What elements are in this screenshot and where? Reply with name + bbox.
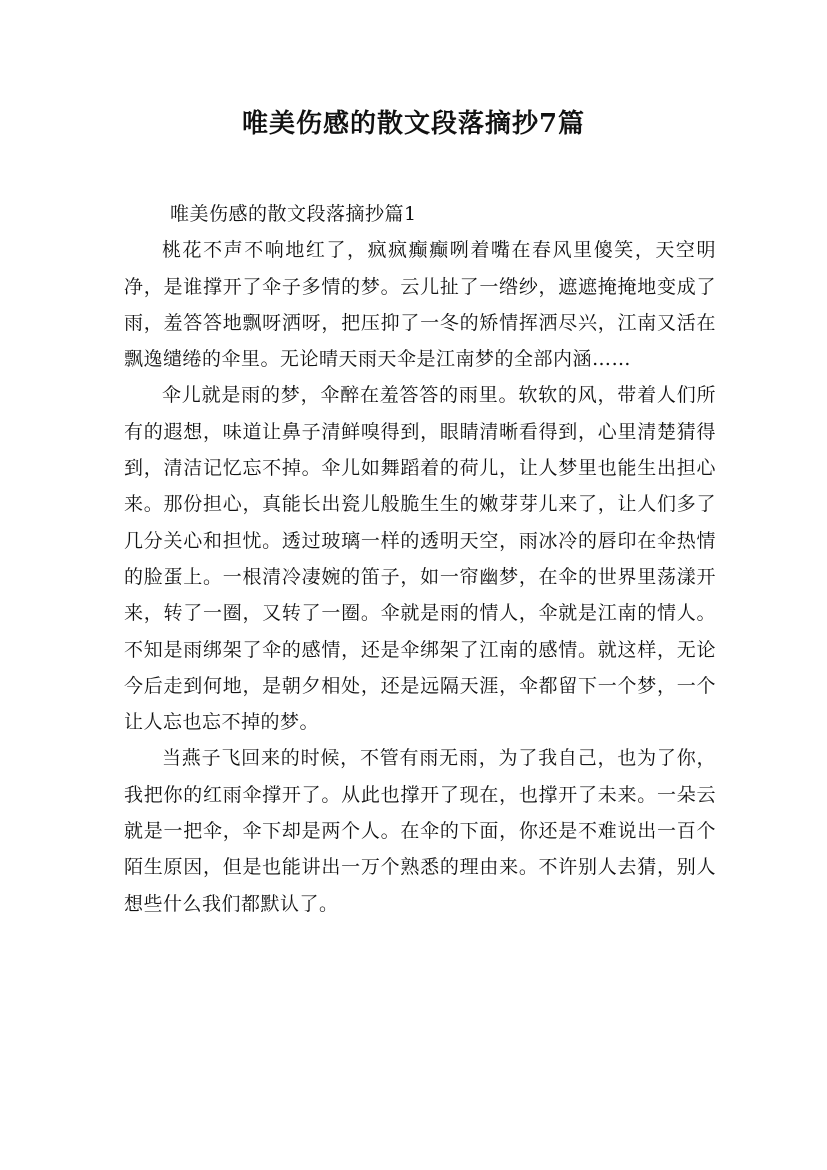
document-body (124, 196, 716, 922)
paragraph-2: 伞儿就是雨的梦，伞醉在羞答答的雨里。软软的风，带着人们所有的遐想，味道让鼻子清鲜嗅得到，眼睛清晰看得到，心里清楚猜得到，清洁记忆忘不掉。伞儿如舞蹈着的荷儿，让人梦里也能生出担心来。那份担心，真能长出瓷儿般脆生生的嫩芽芽儿来了，让人们多了几分关心和担忧。透过玻璃一样的透明天空，雨冰冷的唇印在伞热情的脸蛋上。一根清冷凄婉的笛子，如一帘幽梦，在伞的世界里荡漾开来，转了一圈，又转了一圈。伞就是雨的情人，伞就是江南的情人。不知是雨绑架了伞的感情，还是伞绑架了江南的感情。就这样，无论今后走到何地，是朝夕相处，还是远隔天涯，伞都留下一个梦，一个让人忘也忘不掉的梦。 (124, 384, 716, 734)
paragraph-1: 桃花不声不响地红了，疯疯癫癫咧着嘴在春风里傻笑，天空明净，是谁撑开了伞子多情的梦。云儿扯了一绺纱，遮遮掩掩地变成了雨，羞答答地飘呀洒呀，把压抑了一冬的矫情挥洒尽兴，江南又活在飘逸缱绻的伞里。无论晴天雨天伞是江南梦的全部内涵…… (124, 239, 716, 371)
paragraph-3: 当燕子飞回来的时候，不管有雨无雨，为了我自己，也为了你，我把你的红雨伞撑开了。从此也撑开了现在，也撑开了未来。一朵云就是一把伞，伞下却是两个人。在伞的下面，你还是不难说出一百个陌生原因，但是也能讲出一万个熟悉的理由来。不许别人去猜，别人想些什么我们都默认了。 (124, 747, 716, 915)
document-title: 唯美伤感的散文段落摘抄7篇 (241, 109, 586, 139)
section-heading: 唯美伤感的散文段落摘抄篇1 (170, 203, 417, 225)
